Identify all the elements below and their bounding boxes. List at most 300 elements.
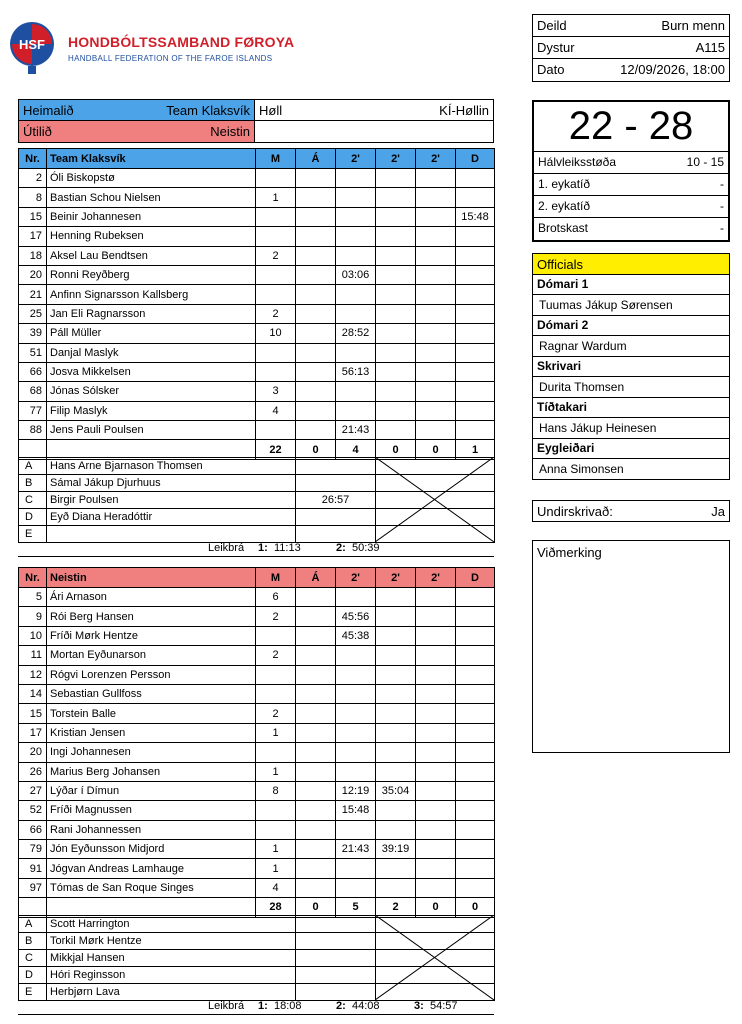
disqualification bbox=[456, 304, 495, 323]
disqualification bbox=[456, 285, 495, 304]
suspension-2 bbox=[376, 285, 416, 304]
player-name: Aksel Lau Bendtsen bbox=[47, 246, 256, 265]
warning bbox=[296, 704, 336, 723]
disqualification bbox=[456, 265, 495, 284]
warning bbox=[296, 304, 336, 323]
warning bbox=[296, 188, 336, 207]
official-name: Ragnar Wardum bbox=[532, 336, 730, 357]
goals: 2 bbox=[256, 304, 296, 323]
suspension-3 bbox=[416, 169, 456, 188]
official-role: Dómari 1 bbox=[532, 275, 730, 295]
goals: 2 bbox=[256, 607, 296, 626]
player-name: Ingi Johannesen bbox=[47, 743, 256, 762]
goals bbox=[256, 169, 296, 188]
disqualification bbox=[456, 246, 495, 265]
suspension-3 bbox=[416, 859, 456, 878]
disqualification bbox=[456, 188, 495, 207]
suspension-2 bbox=[376, 324, 416, 343]
player-name: Filip Maslyk bbox=[47, 401, 256, 420]
suspension-3 bbox=[416, 684, 456, 703]
staff-code: C bbox=[19, 950, 47, 967]
suspension-3 bbox=[416, 762, 456, 781]
warning bbox=[296, 382, 336, 401]
staff-warning bbox=[296, 526, 376, 543]
warning bbox=[296, 169, 336, 188]
suspension-1 bbox=[336, 723, 376, 742]
warning bbox=[296, 878, 336, 897]
player-name: Danjal Maslyk bbox=[47, 343, 256, 362]
suspension-3 bbox=[416, 723, 456, 742]
staff-warning: 26:57 bbox=[296, 492, 376, 509]
warning bbox=[296, 646, 336, 665]
player-name: Rógvi Lorenzen Persson bbox=[47, 665, 256, 684]
official-name: Hans Jákup Heinesen bbox=[532, 418, 730, 439]
warning bbox=[296, 607, 336, 626]
suspension-2 bbox=[376, 343, 416, 362]
suspension-3 bbox=[416, 382, 456, 401]
suspension-2 bbox=[376, 646, 416, 665]
disqualification bbox=[456, 626, 495, 645]
goals bbox=[256, 421, 296, 440]
suspension-1 bbox=[336, 207, 376, 226]
teams-header bbox=[18, 99, 494, 143]
disqualification bbox=[456, 704, 495, 723]
suspension-3 bbox=[416, 743, 456, 762]
player-number: 10 bbox=[19, 626, 47, 645]
suspension-3 bbox=[416, 421, 456, 440]
suspension-2 bbox=[376, 859, 416, 878]
player-name: Beinir Johannesen bbox=[47, 207, 256, 226]
suspension-3 bbox=[416, 588, 456, 607]
suspension-1: 45:38 bbox=[336, 626, 376, 645]
suspension-3 bbox=[416, 227, 456, 246]
player-number: 66 bbox=[19, 362, 47, 381]
player-number: 11 bbox=[19, 646, 47, 665]
staff-warning bbox=[296, 950, 376, 967]
warning bbox=[296, 285, 336, 304]
disqualification bbox=[456, 743, 495, 762]
federation-logo bbox=[8, 16, 295, 78]
home-player-row bbox=[19, 362, 495, 381]
goals bbox=[256, 265, 296, 284]
staff-name: Scott Harrington bbox=[47, 916, 296, 933]
player-number: 5 bbox=[19, 588, 47, 607]
warning bbox=[296, 324, 336, 343]
suspension-1 bbox=[336, 304, 376, 323]
staff-code: B bbox=[19, 933, 47, 950]
suspension-2 bbox=[376, 401, 416, 420]
official-role: Tíðtakari bbox=[532, 398, 730, 418]
player-number: 66 bbox=[19, 820, 47, 839]
warning bbox=[296, 588, 336, 607]
player-number: 51 bbox=[19, 343, 47, 362]
goals: 2 bbox=[256, 704, 296, 723]
info-division: Deild Burn menn bbox=[533, 15, 729, 37]
goals: 4 bbox=[256, 878, 296, 897]
player-name: Óli Biskopstø bbox=[47, 169, 256, 188]
suspension-1 bbox=[336, 878, 376, 897]
suspension-2 bbox=[376, 626, 416, 645]
home-roster-table bbox=[18, 148, 495, 460]
suspension-2 bbox=[376, 801, 416, 820]
player-name: Rani Johannessen bbox=[47, 820, 256, 839]
player-number: 88 bbox=[19, 421, 47, 440]
goals: 1 bbox=[256, 840, 296, 859]
score-box bbox=[532, 100, 730, 242]
suspension-3 bbox=[416, 362, 456, 381]
suspension-1 bbox=[336, 743, 376, 762]
goals bbox=[256, 665, 296, 684]
goals: 2 bbox=[256, 646, 296, 665]
suspension-3 bbox=[416, 265, 456, 284]
player-number: 18 bbox=[19, 246, 47, 265]
player-number: 2 bbox=[19, 169, 47, 188]
suspension-1: 45:56 bbox=[336, 607, 376, 626]
disqualification bbox=[456, 646, 495, 665]
goals bbox=[256, 207, 296, 226]
suspension-3 bbox=[416, 704, 456, 723]
away-player-row bbox=[19, 840, 495, 859]
suspension-1 bbox=[336, 169, 376, 188]
staff-code: C bbox=[19, 492, 47, 509]
warning bbox=[296, 265, 336, 284]
player-number: 68 bbox=[19, 382, 47, 401]
suspension-3 bbox=[416, 665, 456, 684]
suspension-1 bbox=[336, 227, 376, 246]
player-name: Henning Rubeksen bbox=[47, 227, 256, 246]
goals: 2 bbox=[256, 246, 296, 265]
suspension-2 bbox=[376, 265, 416, 284]
suspension-3 bbox=[416, 607, 456, 626]
penalty-shootout: Brotskast - bbox=[538, 221, 724, 235]
suspension-2: 35:04 bbox=[376, 781, 416, 800]
halftime-score: Hálvleiksstøða 10 - 15 bbox=[534, 152, 728, 174]
player-name: Kristian Jensen bbox=[47, 723, 256, 742]
away-player-row bbox=[19, 588, 495, 607]
suspension-1: 28:52 bbox=[336, 324, 376, 343]
disqualification bbox=[456, 723, 495, 742]
player-number: 25 bbox=[19, 304, 47, 323]
disqualification bbox=[456, 859, 495, 878]
home-player-row bbox=[19, 246, 495, 265]
disqualification bbox=[456, 820, 495, 839]
suspension-1 bbox=[336, 684, 376, 703]
signed-field: Undirskrivað: Ja bbox=[532, 500, 730, 522]
player-number: 14 bbox=[19, 684, 47, 703]
staff-warning bbox=[296, 967, 376, 984]
warning bbox=[296, 801, 336, 820]
disqualification bbox=[456, 324, 495, 343]
player-name: Rói Berg Hansen bbox=[47, 607, 256, 626]
player-name: Lýðar í Dímun bbox=[47, 781, 256, 800]
home-team: Heimalið Team Klaksvík bbox=[18, 99, 255, 121]
suspension-2: 39:19 bbox=[376, 840, 416, 859]
suspension-2 bbox=[376, 704, 416, 723]
official-name: Durita Thomsen bbox=[532, 377, 730, 398]
away-player-row bbox=[19, 684, 495, 703]
suspension-1 bbox=[336, 762, 376, 781]
player-name: Mortan Eyðunarson bbox=[47, 646, 256, 665]
suspension-2 bbox=[376, 762, 416, 781]
venue: Høll KÍ-Høllin bbox=[255, 99, 494, 121]
suspension-2 bbox=[376, 169, 416, 188]
suspension-3 bbox=[416, 878, 456, 897]
suspension-3 bbox=[416, 285, 456, 304]
staff-warning bbox=[296, 475, 376, 492]
disqualification bbox=[456, 588, 495, 607]
home-staff-cross bbox=[375, 457, 494, 542]
staff-warning bbox=[296, 933, 376, 950]
suspension-2 bbox=[376, 588, 416, 607]
player-name: Ronni Reyðberg bbox=[47, 265, 256, 284]
disqualification bbox=[456, 362, 495, 381]
official-name: Tuumas Jákup Sørensen bbox=[532, 295, 730, 316]
suspension-3 bbox=[416, 840, 456, 859]
player-name: Jens Pauli Poulsen bbox=[47, 421, 256, 440]
suspension-1 bbox=[336, 859, 376, 878]
goals: 1 bbox=[256, 723, 296, 742]
official-name: Anna Simonsen bbox=[532, 459, 730, 480]
disqualification bbox=[456, 684, 495, 703]
goals: 8 bbox=[256, 781, 296, 800]
player-name: Jónas Sólsker bbox=[47, 382, 256, 401]
suspension-1 bbox=[336, 285, 376, 304]
player-number: 17 bbox=[19, 227, 47, 246]
goals bbox=[256, 684, 296, 703]
federation-name: HONDBÓLTSSAMBAND FØROYA bbox=[68, 34, 295, 50]
match-info bbox=[532, 14, 730, 82]
goals: 4 bbox=[256, 401, 296, 420]
player-name: Fríði Magnussen bbox=[47, 801, 256, 820]
warning bbox=[296, 684, 336, 703]
player-name: Jan Eli Ragnarsson bbox=[47, 304, 256, 323]
suspension-1 bbox=[336, 704, 376, 723]
away-timeouts: Leikbrá 1: 18:08 2: 44:08 3: 54:57 bbox=[18, 999, 494, 1015]
player-number: 15 bbox=[19, 704, 47, 723]
logo-badge: HSF bbox=[19, 37, 45, 52]
federation-subtitle: HANDBALL FEDERATION OF THE FAROE ISLANDS bbox=[68, 54, 273, 63]
away-player-row bbox=[19, 626, 495, 645]
player-number: 8 bbox=[19, 188, 47, 207]
suspension-2 bbox=[376, 820, 416, 839]
disqualification bbox=[456, 607, 495, 626]
suspension-1: 21:43 bbox=[336, 421, 376, 440]
warning bbox=[296, 227, 336, 246]
goals: 1 bbox=[256, 859, 296, 878]
staff-name: Birgir Poulsen bbox=[47, 492, 296, 509]
hsf-emblem-icon bbox=[8, 16, 64, 78]
suspension-1 bbox=[336, 820, 376, 839]
staff-name: Sámal Jákup Djurhuus bbox=[47, 475, 296, 492]
player-name: Ári Arnason bbox=[47, 588, 256, 607]
disqualification bbox=[456, 762, 495, 781]
disqualification bbox=[456, 801, 495, 820]
suspension-3 bbox=[416, 646, 456, 665]
staff-code: D bbox=[19, 509, 47, 526]
player-number: 77 bbox=[19, 401, 47, 420]
suspension-1 bbox=[336, 588, 376, 607]
goals bbox=[256, 801, 296, 820]
warning bbox=[296, 743, 336, 762]
remarks-box bbox=[532, 540, 730, 753]
goals: 6 bbox=[256, 588, 296, 607]
disqualification bbox=[456, 840, 495, 859]
away-player-row bbox=[19, 723, 495, 742]
player-number: 21 bbox=[19, 285, 47, 304]
home-totals-row: 22 0 4 0 0 1 bbox=[19, 440, 495, 459]
staff-name: Torkil Mørk Hentze bbox=[47, 933, 296, 950]
disqualification bbox=[456, 878, 495, 897]
player-number: 20 bbox=[19, 265, 47, 284]
away-player-row bbox=[19, 665, 495, 684]
away-staff-cross bbox=[375, 915, 494, 1000]
home-player-row bbox=[19, 324, 495, 343]
staff-name: Hóri Reginsson bbox=[47, 967, 296, 984]
suspension-3 bbox=[416, 820, 456, 839]
suspension-1 bbox=[336, 665, 376, 684]
disqualification: 15:48 bbox=[456, 207, 495, 226]
home-player-row bbox=[19, 285, 495, 304]
home-player-row bbox=[19, 169, 495, 188]
home-roster-header: Nr. Team Klaksvík M Á 2' 2' 2' D bbox=[19, 149, 495, 169]
suspension-3 bbox=[416, 343, 456, 362]
warning bbox=[296, 723, 336, 742]
home-player-row bbox=[19, 227, 495, 246]
player-number: 39 bbox=[19, 324, 47, 343]
warning bbox=[296, 401, 336, 420]
suspension-2 bbox=[376, 723, 416, 742]
staff-warning bbox=[296, 458, 376, 475]
suspension-1 bbox=[336, 343, 376, 362]
goals bbox=[256, 285, 296, 304]
suspension-3 bbox=[416, 304, 456, 323]
staff-name: Mikkjal Hansen bbox=[47, 950, 296, 967]
staff-warning bbox=[296, 916, 376, 933]
official-role: Skrivari bbox=[532, 357, 730, 377]
player-number: 20 bbox=[19, 743, 47, 762]
warning bbox=[296, 781, 336, 800]
away-roster-table bbox=[18, 567, 495, 918]
warning bbox=[296, 362, 336, 381]
staff-code: B bbox=[19, 475, 47, 492]
player-name: Anfinn Signarsson Kallsberg bbox=[47, 285, 256, 304]
goals bbox=[256, 343, 296, 362]
home-player-row bbox=[19, 265, 495, 284]
suspension-2 bbox=[376, 743, 416, 762]
player-name: Josva Mikkelsen bbox=[47, 362, 256, 381]
venue-blank bbox=[255, 121, 494, 143]
suspension-1: 21:43 bbox=[336, 840, 376, 859]
goals bbox=[256, 227, 296, 246]
away-player-row bbox=[19, 781, 495, 800]
suspension-1 bbox=[336, 246, 376, 265]
home-player-row bbox=[19, 188, 495, 207]
remarks-label: Viðmerking bbox=[537, 545, 602, 560]
player-number: 12 bbox=[19, 665, 47, 684]
player-name: Torstein Balle bbox=[47, 704, 256, 723]
warning bbox=[296, 820, 336, 839]
player-number: 27 bbox=[19, 781, 47, 800]
disqualification bbox=[456, 382, 495, 401]
away-player-row bbox=[19, 743, 495, 762]
warning bbox=[296, 762, 336, 781]
info-date: Dato 12/09/2026, 18:00 bbox=[537, 62, 725, 77]
staff-name: Eyð Diana Heradóttir bbox=[47, 509, 296, 526]
staff-code: E bbox=[19, 984, 47, 1001]
disqualification bbox=[456, 169, 495, 188]
away-player-row bbox=[19, 820, 495, 839]
away-player-row bbox=[19, 646, 495, 665]
player-number: 97 bbox=[19, 878, 47, 897]
suspension-1: 56:13 bbox=[336, 362, 376, 381]
home-player-row bbox=[19, 401, 495, 420]
officials-heading: Officials bbox=[532, 253, 730, 275]
disqualification bbox=[456, 421, 495, 440]
suspension-2 bbox=[376, 362, 416, 381]
staff-code: A bbox=[19, 916, 47, 933]
home-player-row bbox=[19, 382, 495, 401]
warning bbox=[296, 840, 336, 859]
officials-panel bbox=[532, 253, 730, 480]
suspension-3 bbox=[416, 801, 456, 820]
goals bbox=[256, 626, 296, 645]
suspension-1 bbox=[336, 401, 376, 420]
suspension-2 bbox=[376, 665, 416, 684]
goals: 1 bbox=[256, 188, 296, 207]
warning bbox=[296, 343, 336, 362]
goals bbox=[256, 820, 296, 839]
suspension-3 bbox=[416, 626, 456, 645]
home-player-row bbox=[19, 343, 495, 362]
player-number: 9 bbox=[19, 607, 47, 626]
suspension-2 bbox=[376, 878, 416, 897]
suspension-2 bbox=[376, 246, 416, 265]
player-number: 52 bbox=[19, 801, 47, 820]
player-number: 91 bbox=[19, 859, 47, 878]
staff-name: Herbjørn Lava bbox=[47, 984, 296, 1001]
official-role: Dómari 2 bbox=[532, 316, 730, 336]
suspension-1: 12:19 bbox=[336, 781, 376, 800]
warning bbox=[296, 421, 336, 440]
suspension-3 bbox=[416, 401, 456, 420]
away-totals-row: 28 0 5 2 0 0 bbox=[19, 898, 495, 917]
away-player-row bbox=[19, 801, 495, 820]
goals bbox=[256, 743, 296, 762]
goals bbox=[256, 362, 296, 381]
suspension-1 bbox=[336, 188, 376, 207]
goals: 10 bbox=[256, 324, 296, 343]
suspension-2 bbox=[376, 207, 416, 226]
disqualification bbox=[456, 343, 495, 362]
player-name: Jógvan Andreas Lamhauge bbox=[47, 859, 256, 878]
away-player-row bbox=[19, 859, 495, 878]
suspension-2 bbox=[376, 188, 416, 207]
away-player-row bbox=[19, 878, 495, 897]
suspension-2 bbox=[376, 607, 416, 626]
staff-code: A bbox=[19, 458, 47, 475]
away-player-row bbox=[19, 607, 495, 626]
suspension-1: 15:48 bbox=[336, 801, 376, 820]
home-player-row bbox=[19, 421, 495, 440]
suspension-3 bbox=[416, 207, 456, 226]
staff-name: Hans Arne Bjarnason Thomsen bbox=[47, 458, 296, 475]
player-name: Jón Eyðunsson Midjord bbox=[47, 840, 256, 859]
player-name: Bastian Schou Nielsen bbox=[47, 188, 256, 207]
disqualification bbox=[456, 227, 495, 246]
suspension-3 bbox=[416, 324, 456, 343]
suspension-1: 03:06 bbox=[336, 265, 376, 284]
suspension-2 bbox=[376, 684, 416, 703]
